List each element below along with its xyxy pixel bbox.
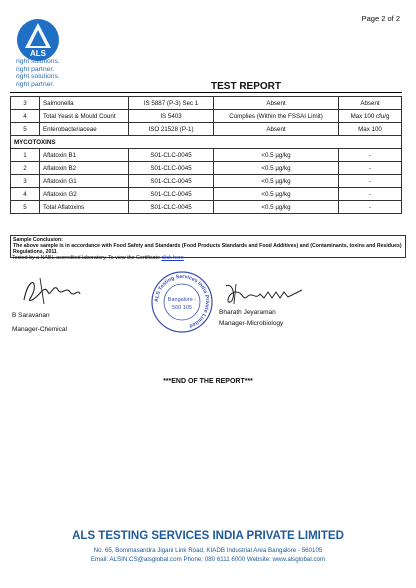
method-cell: S01-CLC-0045	[129, 188, 214, 201]
method-cell: S01-CLC-0045	[129, 149, 214, 162]
row-number: 2	[11, 162, 40, 175]
tagline	[16, 58, 60, 88]
row-number: 1	[11, 149, 40, 162]
tagline-line: right partner.	[16, 65, 55, 73]
signatory-role: Manager-Chemical	[12, 326, 67, 333]
table-row	[11, 123, 402, 136]
table-row	[11, 149, 402, 162]
limit-cell: Absent	[339, 97, 402, 110]
als-logo-icon	[16, 18, 60, 62]
row-number: 3	[11, 97, 40, 110]
footer-company: ALS TESTING SERVICES INDIA PRIVATE LIMITED	[72, 530, 344, 542]
result-cell: Absent	[214, 123, 339, 136]
signatory-role: Manager-Microbiology	[219, 320, 284, 327]
table-row	[11, 201, 402, 214]
table-row	[11, 97, 402, 110]
tagline-line: right partner.	[16, 80, 55, 88]
signature-saravanan-icon	[18, 270, 88, 310]
results-table	[10, 96, 402, 214]
certificate-link[interactable]: click here	[161, 255, 184, 261]
row-number: 4	[11, 188, 40, 201]
limit-cell: Max 100	[339, 123, 402, 136]
tagline-line: right solutions.	[16, 58, 60, 65]
method-cell: S01-CLC-0045	[129, 175, 214, 188]
footer-contact: Email: ALSIN.CS@alsglobal.com Phone: 080 6111 6000 Website: www.alsglobal.com	[90, 556, 326, 563]
limit-cell: -	[339, 175, 402, 188]
stamp-pin: 560 105	[172, 305, 192, 311]
conclusion-heading: Sample Conclusion:	[13, 237, 63, 243]
parameter-cell: Total Aflatoxins	[40, 201, 129, 214]
company-stamp-icon	[150, 270, 214, 334]
table-row	[11, 188, 402, 201]
stamp-ring-text: ALS Testing Services India Private Limited	[153, 273, 211, 329]
row-number: 3	[11, 175, 40, 188]
row-number: 5	[11, 201, 40, 214]
table-row	[11, 110, 402, 123]
section-heading: MYCOTOXINS	[11, 136, 402, 149]
method-cell: ISO 21528 (P-1)	[129, 123, 214, 136]
result-cell: <0.5 µg/kg	[214, 175, 339, 188]
result-cell: Absent	[214, 97, 339, 110]
parameter-cell: Aflatoxin G2	[40, 188, 129, 201]
result-cell: <0.5 µg/kg	[214, 149, 339, 162]
parameter-cell: Total Yeast & Mould Count	[40, 110, 129, 123]
row-number: 5	[11, 123, 40, 136]
result-cell: Complies (Within the FSSAI Limit)	[214, 110, 339, 123]
nabl-note	[12, 255, 184, 261]
parameter-cell: Aflatoxin G1	[40, 175, 129, 188]
stamp-city: Bangalore -	[167, 297, 197, 303]
method-cell: IS 5403	[129, 110, 214, 123]
end-of-report: ***END OF THE REPORT***	[163, 378, 253, 385]
limit-cell: -	[339, 162, 402, 175]
parameter-cell: Salmonella	[40, 97, 129, 110]
signatory-name: B Saravanan	[12, 312, 50, 319]
report-title: TEST REPORT	[211, 81, 282, 92]
limit-cell: -	[339, 201, 402, 214]
logo-text: ALS	[30, 49, 46, 58]
result-cell: <0.5 µg/kg	[214, 188, 339, 201]
limit-cell: -	[339, 188, 402, 201]
parameter-cell: Aflatoxin B1	[40, 149, 129, 162]
title-rule	[10, 92, 402, 93]
page-number: Page 2 of 2	[361, 14, 400, 23]
tagline-line: right solutions.	[16, 73, 60, 81]
table-row	[11, 162, 402, 175]
conclusion-text: The above sample is in accordance with Food Safety and Standards (Food Products Standards and Food Additives) and (Contaminants, toxins and Residues) Regulations, 2011	[13, 243, 402, 256]
method-cell: IS 5887 (P-3) Sec 1	[129, 97, 214, 110]
result-cell: <0.5 µg/kg	[214, 162, 339, 175]
table-row	[11, 175, 402, 188]
parameter-cell: Enterobacteriaceae	[40, 123, 129, 136]
nabl-text: Tested by a NABL-accredited laboratory. To view the Certificate	[12, 255, 162, 261]
result-cell: <0.5 µg/kg	[214, 201, 339, 214]
limit-cell: -	[339, 149, 402, 162]
footer-address: No. 65, Bommasandra Jigani Link Road, KIADB Industrial Area Bangalore - 560105	[93, 547, 323, 554]
signature-jeyaraman-icon	[222, 280, 312, 306]
section-row	[11, 136, 402, 149]
limit-cell: Max 100 cfu/g	[339, 110, 402, 123]
method-cell: S01-CLC-0045	[129, 201, 214, 214]
method-cell: S01-CLC-0045	[129, 162, 214, 175]
row-number: 4	[11, 110, 40, 123]
signatory-name: Bharath Jeyaraman	[219, 309, 276, 316]
parameter-cell: Aflatoxin B2	[40, 162, 129, 175]
